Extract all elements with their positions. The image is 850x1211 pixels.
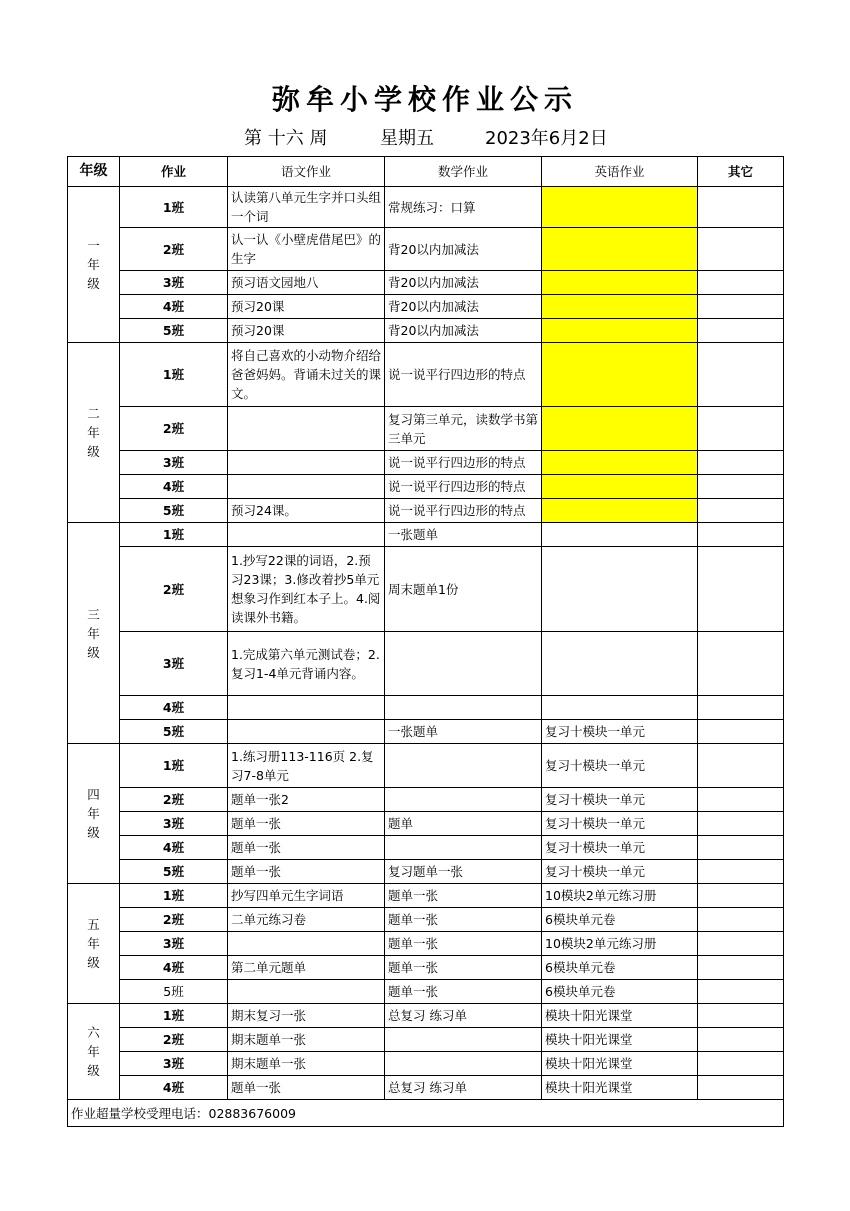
table-row xyxy=(68,812,784,836)
table-body xyxy=(68,187,784,1100)
other-homework-cell xyxy=(698,295,784,319)
chinese-homework-cell: 题单一张 xyxy=(228,1076,385,1100)
chinese-homework-cell: 预习20课 xyxy=(228,295,385,319)
other-homework-cell xyxy=(698,499,784,523)
chinese-homework-cell: 题单一张 xyxy=(228,860,385,884)
math-homework-cell: 背20以内加减法 xyxy=(385,295,542,319)
table-row xyxy=(68,1028,784,1052)
other-homework-cell xyxy=(698,836,784,860)
chinese-homework-cell xyxy=(228,696,385,720)
table-row xyxy=(68,720,784,744)
class-label: 4班 xyxy=(120,836,228,860)
math-homework-cell: 周末题单1份 xyxy=(385,547,542,632)
other-homework-cell xyxy=(698,228,784,271)
class-label: 2班 xyxy=(120,228,228,271)
class-label: 2班 xyxy=(120,547,228,632)
english-homework-cell xyxy=(542,632,698,696)
chinese-homework-cell: 1.练习册113-116页 2.复习7-8单元 xyxy=(228,744,385,788)
table-row xyxy=(68,187,784,228)
table-row xyxy=(68,271,784,295)
chinese-homework-cell: 期末题单一张 xyxy=(228,1028,385,1052)
date-label: 2023年6月2日 xyxy=(485,128,608,149)
english-homework-cell: 6模块单元卷 xyxy=(542,980,698,1004)
other-homework-cell xyxy=(698,1076,784,1100)
table-row xyxy=(68,451,784,475)
homework-table xyxy=(67,156,784,1127)
chinese-homework-cell: 期末复习一张 xyxy=(228,1004,385,1028)
footer-row xyxy=(68,1100,784,1127)
table-row xyxy=(68,696,784,720)
english-homework-cell xyxy=(542,696,698,720)
week-label: 第 十六 周 xyxy=(244,128,328,149)
class-label: 5班 xyxy=(120,499,228,523)
other-homework-cell xyxy=(698,1004,784,1028)
table-row xyxy=(68,632,784,696)
math-homework-cell: 题单一张 xyxy=(385,980,542,1004)
class-label: 5班 xyxy=(120,980,228,1004)
english-homework-cell: 10模块2单元练习册 xyxy=(542,884,698,908)
other-homework-cell xyxy=(698,451,784,475)
class-label: 3班 xyxy=(120,271,228,295)
other-homework-cell xyxy=(698,187,784,228)
chinese-homework-cell: 抄写四单元生字词语 xyxy=(228,884,385,908)
chinese-homework-cell: 预习24课。 xyxy=(228,499,385,523)
class-label: 5班 xyxy=(120,720,228,744)
english-homework-cell xyxy=(542,523,698,547)
english-homework-cell xyxy=(542,499,698,523)
math-homework-cell: 复习第三单元，读数学书第三单元 xyxy=(385,407,542,451)
math-homework-cell xyxy=(385,744,542,788)
table-row xyxy=(68,547,784,632)
class-label: 4班 xyxy=(120,295,228,319)
table-row xyxy=(68,860,784,884)
english-homework-cell: 10模块2单元练习册 xyxy=(542,932,698,956)
math-homework-cell: 说一说平行四边形的特点 xyxy=(385,475,542,499)
chinese-homework-cell xyxy=(228,932,385,956)
chinese-homework-cell: 认一认《小壁虎借尾巴》的生字 xyxy=(228,228,385,271)
class-label: 4班 xyxy=(120,1076,228,1100)
chinese-homework-cell xyxy=(228,980,385,1004)
english-homework-cell: 模块十阳光课堂 xyxy=(542,1028,698,1052)
other-homework-cell xyxy=(698,860,784,884)
grade-3-label: 三 年 级 xyxy=(68,523,120,744)
english-homework-cell xyxy=(542,407,698,451)
english-homework-cell: 6模块单元卷 xyxy=(542,908,698,932)
math-homework-cell: 说一说平行四边形的特点 xyxy=(385,343,542,407)
english-homework-cell xyxy=(542,271,698,295)
other-homework-cell xyxy=(698,547,784,632)
table-row xyxy=(68,523,784,547)
english-homework-cell: 6模块单元卷 xyxy=(542,956,698,980)
complaint-phone: 作业超量学校受理电话：02883676009 xyxy=(68,1100,784,1127)
other-homework-cell xyxy=(698,744,784,788)
math-homework-cell xyxy=(385,788,542,812)
class-label: 4班 xyxy=(120,956,228,980)
table-row xyxy=(68,908,784,932)
english-homework-cell: 复习十模块一单元 xyxy=(542,860,698,884)
english-homework-cell: 模块十阳光课堂 xyxy=(542,1004,698,1028)
table-row xyxy=(68,744,784,788)
english-homework-cell xyxy=(542,547,698,632)
chinese-homework-cell xyxy=(228,451,385,475)
other-homework-cell xyxy=(698,1052,784,1076)
class-label: 3班 xyxy=(120,812,228,836)
class-label: 3班 xyxy=(120,1052,228,1076)
other-homework-cell xyxy=(698,980,784,1004)
class-label: 2班 xyxy=(120,407,228,451)
class-label: 3班 xyxy=(120,632,228,696)
chinese-homework-cell: 题单一张 xyxy=(228,812,385,836)
english-homework-cell xyxy=(542,295,698,319)
table-row xyxy=(68,1076,784,1100)
chinese-homework-cell: 预习语文园地八 xyxy=(228,271,385,295)
other-homework-cell xyxy=(698,632,784,696)
chinese-homework-cell xyxy=(228,523,385,547)
english-homework-cell: 复习十模块一单元 xyxy=(542,720,698,744)
chinese-homework-cell: 题单一张2 xyxy=(228,788,385,812)
english-homework-cell xyxy=(542,475,698,499)
chinese-homework-cell xyxy=(228,720,385,744)
english-homework-cell xyxy=(542,343,698,407)
class-label: 1班 xyxy=(120,1004,228,1028)
grade-1-label: 一 年 级 xyxy=(68,187,120,343)
table-row xyxy=(68,407,784,451)
english-homework-cell xyxy=(542,187,698,228)
class-label: 5班 xyxy=(120,319,228,343)
other-homework-cell xyxy=(698,1028,784,1052)
header-english: 英语作业 xyxy=(542,157,698,187)
math-homework-cell: 题单一张 xyxy=(385,956,542,980)
chinese-homework-cell xyxy=(228,475,385,499)
header-chinese: 语文作业 xyxy=(228,157,385,187)
chinese-homework-cell: 认读第八单元生字并口头组一个词 xyxy=(228,187,385,228)
class-label: 1班 xyxy=(120,744,228,788)
math-homework-cell xyxy=(385,696,542,720)
other-homework-cell xyxy=(698,523,784,547)
english-homework-cell: 复习十模块一单元 xyxy=(542,812,698,836)
class-label: 2班 xyxy=(120,1028,228,1052)
table-row xyxy=(68,295,784,319)
class-label: 2班 xyxy=(120,788,228,812)
math-homework-cell xyxy=(385,836,542,860)
grade-4-label: 四 年 级 xyxy=(68,744,120,884)
table-row xyxy=(68,956,784,980)
chinese-homework-cell: 1.完成第六单元测试卷；2.复习1-4单元背诵内容。 xyxy=(228,632,385,696)
chinese-homework-cell: 第二单元题单 xyxy=(228,956,385,980)
page-title: 弥牟小学校作业公示 xyxy=(271,83,578,116)
other-homework-cell xyxy=(698,956,784,980)
math-homework-cell: 总复习 练习单 xyxy=(385,1004,542,1028)
other-homework-cell xyxy=(698,319,784,343)
math-homework-cell: 题单一张 xyxy=(385,932,542,956)
class-label: 2班 xyxy=(120,908,228,932)
class-label: 4班 xyxy=(120,475,228,499)
table-row xyxy=(68,499,784,523)
english-homework-cell: 模块十阳光课堂 xyxy=(542,1076,698,1100)
table-row xyxy=(68,1052,784,1076)
grade-5-label: 五 年 级 xyxy=(68,884,120,1004)
table-row xyxy=(68,884,784,908)
table-row xyxy=(68,475,784,499)
header-homework: 作业 xyxy=(120,157,228,187)
other-homework-cell xyxy=(698,271,784,295)
math-homework-cell: 题单 xyxy=(385,812,542,836)
other-homework-cell xyxy=(698,407,784,451)
chinese-homework-cell: 预习20课 xyxy=(228,319,385,343)
class-label: 1班 xyxy=(120,343,228,407)
math-homework-cell: 背20以内加减法 xyxy=(385,319,542,343)
other-homework-cell xyxy=(698,720,784,744)
class-label: 3班 xyxy=(120,932,228,956)
english-homework-cell xyxy=(542,319,698,343)
math-homework-cell xyxy=(385,1052,542,1076)
table-row xyxy=(68,788,784,812)
math-homework-cell: 复习题单一张 xyxy=(385,860,542,884)
other-homework-cell xyxy=(698,812,784,836)
math-homework-cell: 题单一张 xyxy=(385,884,542,908)
class-label: 1班 xyxy=(120,884,228,908)
header-row xyxy=(68,157,784,187)
other-homework-cell xyxy=(698,932,784,956)
table-row xyxy=(68,932,784,956)
other-homework-cell xyxy=(698,788,784,812)
english-homework-cell xyxy=(542,451,698,475)
class-label: 1班 xyxy=(120,523,228,547)
english-homework-cell xyxy=(542,228,698,271)
table-row xyxy=(68,980,784,1004)
class-label: 5班 xyxy=(120,860,228,884)
math-homework-cell: 说一说平行四边形的特点 xyxy=(385,451,542,475)
other-homework-cell xyxy=(698,884,784,908)
math-homework-cell xyxy=(385,632,542,696)
header-other: 其它 xyxy=(698,157,784,187)
weekday-label: 星期五 xyxy=(380,128,434,149)
math-homework-cell: 常规练习：口算 xyxy=(385,187,542,228)
class-label: 4班 xyxy=(120,696,228,720)
chinese-homework-cell: 二单元练习卷 xyxy=(228,908,385,932)
other-homework-cell xyxy=(698,696,784,720)
math-homework-cell: 题单一张 xyxy=(385,908,542,932)
math-homework-cell: 总复习 练习单 xyxy=(385,1076,542,1100)
chinese-homework-cell: 题单一张 xyxy=(228,836,385,860)
other-homework-cell xyxy=(698,475,784,499)
english-homework-cell: 复习十模块一单元 xyxy=(542,836,698,860)
grade-6-label: 六 年 级 xyxy=(68,1004,120,1100)
table-row xyxy=(68,228,784,271)
class-label: 3班 xyxy=(120,451,228,475)
table-row xyxy=(68,343,784,407)
other-homework-cell xyxy=(698,908,784,932)
math-homework-cell: 背20以内加减法 xyxy=(385,228,542,271)
math-homework-cell: 一张题单 xyxy=(385,720,542,744)
header-grade: 年级 xyxy=(68,157,120,187)
chinese-homework-cell: 期末题单一张 xyxy=(228,1052,385,1076)
class-label: 1班 xyxy=(120,187,228,228)
chinese-homework-cell: 将自己喜欢的小动物介绍给爸爸妈妈。背诵未过关的课文。 xyxy=(228,343,385,407)
chinese-homework-cell: 1.抄写22课的词语，2.预习23课；3.修改着抄5单元想象习作到红本子上。4.阅读课外书籍。 xyxy=(228,547,385,632)
header-math: 数学作业 xyxy=(385,157,542,187)
math-homework-cell xyxy=(385,1028,542,1052)
math-homework-cell: 说一说平行四边形的特点 xyxy=(385,499,542,523)
table-row xyxy=(68,836,784,860)
math-homework-cell: 背20以内加减法 xyxy=(385,271,542,295)
chinese-homework-cell xyxy=(228,407,385,451)
table-row xyxy=(68,319,784,343)
english-homework-cell: 模块十阳光课堂 xyxy=(542,1052,698,1076)
math-homework-cell: 一张题单 xyxy=(385,523,542,547)
english-homework-cell: 复习十模块一单元 xyxy=(542,744,698,788)
table-row xyxy=(68,1004,784,1028)
grade-2-label: 二 年 级 xyxy=(68,343,120,523)
english-homework-cell: 复习十模块一单元 xyxy=(542,788,698,812)
other-homework-cell xyxy=(698,343,784,407)
